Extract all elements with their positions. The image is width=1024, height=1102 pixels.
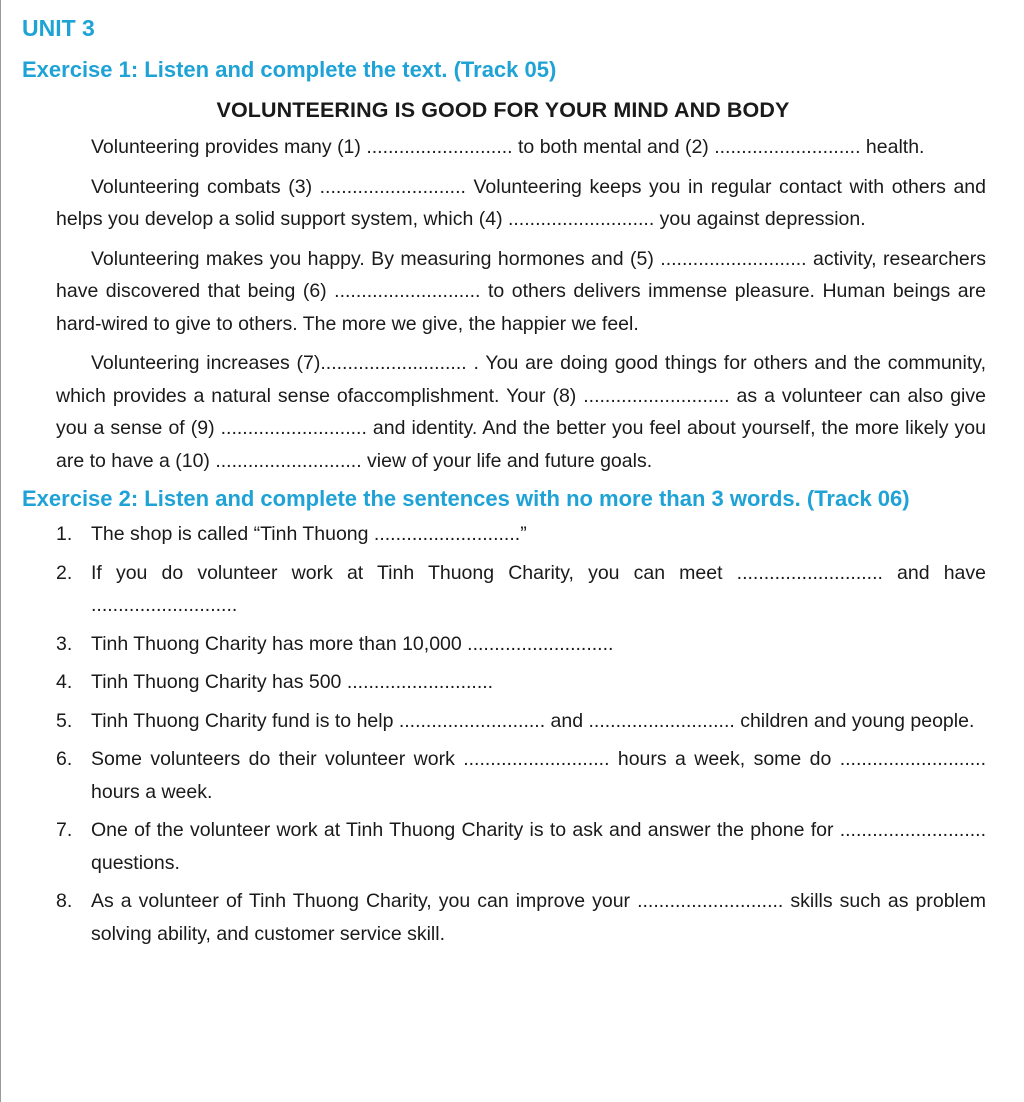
- item-number: 3.: [56, 632, 73, 655]
- page-left-border: [0, 0, 1, 1102]
- reading-title: VOLUNTEERING IS GOOD FOR YOUR MIND AND BODY: [216, 98, 790, 122]
- list-item: [56, 743, 986, 808]
- item-number: 7.: [56, 819, 73, 841]
- list-item: [56, 814, 986, 879]
- exercise-2-heading: Exercise 2: Listen and complete the sentences with no more than 3 words. (Track 06): [22, 486, 910, 511]
- item-text: Tinh Thuong Charity has more than 10,000 ...........................: [91, 632, 614, 655]
- paragraph-3: Volunteering makes you happy. By measuring hormones and (5) ........................... activity, researchers have discovered that being (6) ........................... to others delivers immense pleasure. Human beings are hard-wired to give to others. The more we give, the happier we feel.: [56, 247, 986, 335]
- list-item: [56, 705, 986, 738]
- item-text: The shop is called “Tinh Thuong ...........................”: [91, 523, 527, 545]
- list-item: [56, 885, 986, 950]
- item-text: Tinh Thuong Charity fund is to help ........................... and ........................... children and young people.: [91, 709, 975, 732]
- item-number: 1.: [56, 523, 73, 545]
- list-item: [56, 518, 986, 551]
- item-text: As a volunteer of Tinh Thuong Charity, you can improve your ........................... skills such as problem solving ability, and customer service skill.: [91, 890, 986, 945]
- list-item: [56, 557, 986, 622]
- item-text: If you do volunteer work at Tinh Thuong Charity, you can meet ........................... and have ...........................: [91, 561, 986, 616]
- exercise-1-heading: Exercise 1: Listen and complete the text. (Track 05): [22, 57, 557, 82]
- paragraph-4: Volunteering increases (7)........................... . You are doing good things for others and the community, which provides a natural sense ofaccomplishment. Your (8) ........................... as a volunteer can also give you a sense of (9) ........................... and identity. And the better you feel about yourself, the more likely you are to have a (10) ........................... view of your life and future goals.: [56, 352, 986, 472]
- item-text: Tinh Thuong Charity has 500 ...........................: [91, 671, 494, 693]
- exercise-2-list: [20, 518, 986, 950]
- item-text: Some volunteers do their volunteer work ........................... hours a week, some do ........................... hours a week.: [91, 748, 986, 803]
- paragraph-1: Volunteering provides many (1) ........................... to both mental and (2) ........................... health.: [91, 136, 925, 158]
- worksheet: [20, 12, 986, 956]
- item-number: 5.: [56, 709, 73, 732]
- list-item: [56, 628, 986, 661]
- item-number: 4.: [56, 671, 73, 693]
- list-item: [56, 666, 986, 699]
- paragraph-2: Volunteering combats (3) ........................... Volunteering keeps you in regular contact with others and helps you develop a solid support system, which (4) ........................... you against depression.: [56, 175, 986, 230]
- unit-title: UNIT 3: [22, 15, 95, 41]
- item-number: 2.: [56, 561, 73, 584]
- item-number: 8.: [56, 890, 73, 912]
- item-number: 6.: [56, 748, 73, 770]
- item-text: One of the volunteer work at Tinh Thuong Charity is to ask and answer the phone for ........................... questions.: [91, 819, 986, 874]
